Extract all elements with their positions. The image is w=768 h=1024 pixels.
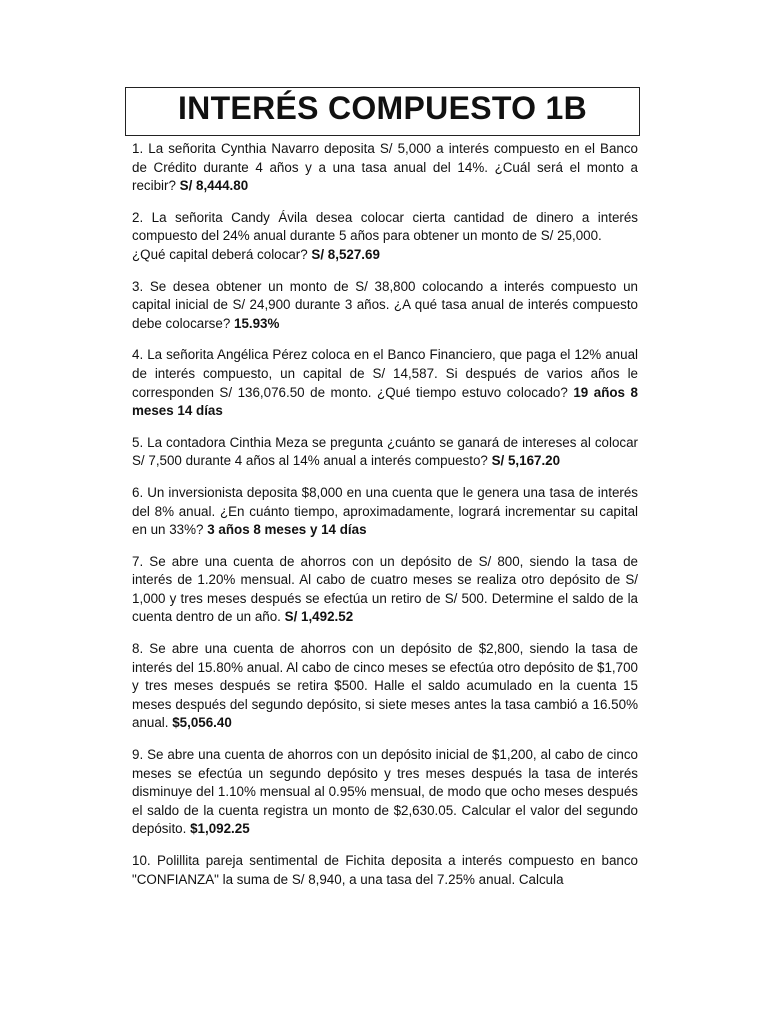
problem-text-last: 3. Se desea obtener un monto de S/ 38,800 colocando a interés compuesto un capital inicial de S/ 24,900 durante 3 años. ¿A qué tasa anual de interés compuesto debe colocarse? [132,278,638,331]
problem-text-last: 9. Se abre una cuenta de ahorros con un depósito inicial de $1,200, al cabo de cinco meses se efectúa un segundo depósito y tres meses después la tasa de interés disminuye del 1.10% mensual al 0.95% mensual, de modo que ocho meses después el saldo de la cuenta registra un monto de $2,630.05. Calcular el valor del segundo depósito. [132,747,638,837]
problem-text [132,246,638,265]
problem-list [132,140,638,902]
answer: S/ 1,492.52 [284,609,354,625]
problem-8 [132,640,638,733]
problem-text-last: 5. La contadora Cinthia Meza se pregunta ¿cuánto se ganará de intereses al colocar S/ 7,500 durante 4 años al 14% anual a interés compuesto? [132,434,638,469]
problem-text [132,553,638,627]
answer: 3 años 8 meses y 14 días [207,522,367,538]
answer: S/ 8,444.80 [179,178,249,194]
problem-text-last: 6. Un inversionista deposita $8,000 en una cuenta que le genera una tasa de interés del 8% anual. ¿En cuánto tiempo, aproximadamente, logrará incrementar su capital en un 33%? [132,484,638,538]
answer: 19 años 8 meses 14 días [132,384,638,419]
problem-7 [132,553,638,627]
answer: 15.93% [234,315,280,331]
problem-text [132,640,638,733]
title-box [125,87,640,136]
problem-text: 2. La señorita Candy Ávila desea colocar cierta cantidad de dinero a interés compuesto del 24% anual durante 5 años para obtener un monto de S/ 25,000. [132,209,638,244]
page-title: INTERÉS COMPUESTO 1B [177,90,588,126]
problem-text-last: 7. Se abre una cuenta de ahorros con un depósito de S/ 800, siendo la tasa de interés de 1.20% mensual. Al cabo de cuatro meses se realiza otro depósito de S/ 1,000 y tres meses después se efectúa un retiro de S/ 500. Determine el saldo de la cuenta dentro de un año. [132,553,638,625]
problem-text [132,434,638,471]
problem-5 [132,434,638,471]
problem-1 [132,140,638,196]
answer: S/ 5,167.20 [491,453,561,469]
answer: S/ 8,527.69 [311,246,380,262]
problem-text [132,278,638,334]
problem-9 [132,746,638,839]
answer: $1,092.25 [190,821,250,837]
problem-text [132,140,638,196]
problem-text-last: 4. La señorita Angélica Pérez coloca en el Banco Financiero, que paga el 12% anual de interés compuesto, un capital de S/ 14,587. Si después de varios años le corresponden S/ 136,076.50 de monto. ¿Qué tiempo estuvo colocado? [132,347,638,400]
problem-6 [132,484,638,540]
problem-text-last: 1. La señorita Cynthia Navarro deposita S/ 5,000 a interés compuesto en el Banco de Crédito durante 4 años y a una tasa anual del 14%. ¿Cuál será el monto a recibir? [132,141,638,194]
answer: $5,056.40 [172,715,232,731]
problem-2 [132,209,638,265]
problem-text [132,746,638,839]
problem-text-last: 8. Se abre una cuenta de ahorros con un depósito de $2,800, siendo la tasa de interés del 15.80% anual. Al cabo de cinco meses se efectúa otro depósito de $1,700 y tres meses después se retira $500. Halle el saldo acumulado en la cuenta 15 meses después del segundo depósito, si siete meses antes la tasa cambió a 16.50% anual. [132,641,638,731]
problem-10 [132,852,638,889]
problem-text-last: ¿Qué capital deberá colocar? [132,246,308,262]
problem-4 [132,346,638,420]
problem-3 [132,278,638,334]
problem-text: 10. Polillita pareja sentimental de Fichita deposita a interés compuesto en banco "CONFIANZA" la suma de S/ 8,940, a una tasa del 7.25% anual. Calcula [132,853,638,887]
problem-text [132,484,638,540]
problem-text [132,346,638,420]
